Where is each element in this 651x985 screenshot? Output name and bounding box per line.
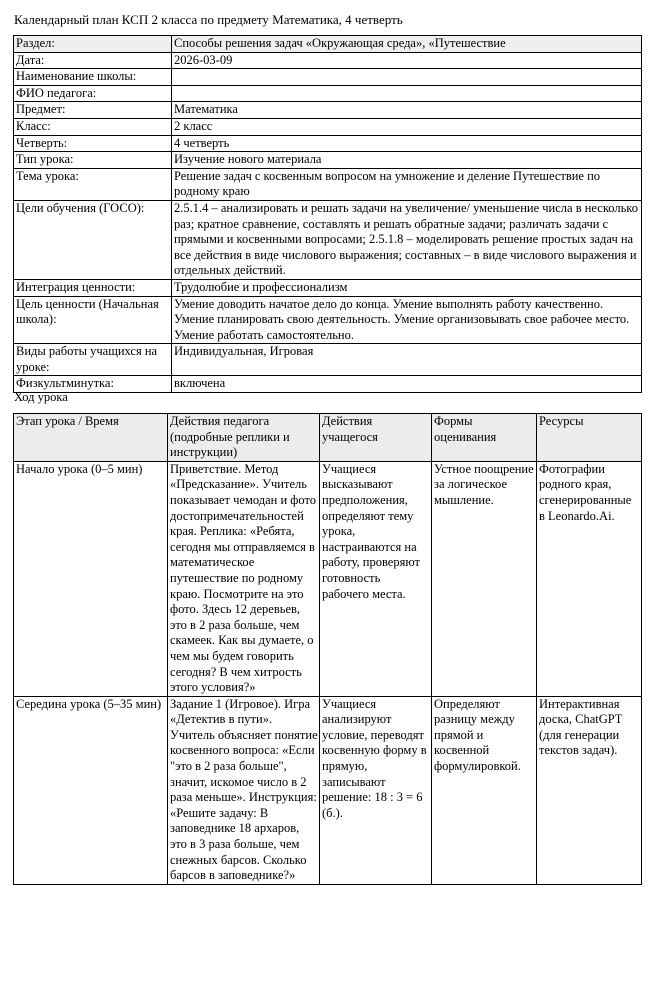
flow-header-row: [14, 414, 642, 462]
table-row: [14, 696, 642, 884]
info-label: Физкультминутка:: [14, 376, 172, 393]
info-label: Тема урока:: [14, 168, 172, 200]
resources-cell: Фотографии родного края, сгенерированные в Leonardo.Ai.: [537, 461, 642, 696]
stage-cell: Середина урока (5–35 мин): [14, 696, 168, 884]
info-value: Умение доводить начатое дело до конца. Умение выполнять работу качественно. Умение планировать свою деятельность. Умение организовывать свое рабочее место. Умение работать самостоятельно.: [172, 296, 642, 344]
info-value: 2026-03-09: [172, 52, 642, 69]
info-value: 2 класс: [172, 118, 642, 135]
info-row-lesson-type: [14, 152, 642, 169]
info-row-teacher-name: [14, 85, 642, 102]
student-actions-cell: Учащиеся высказывают предположения, определяют тему урока, настраиваются на работу, проверяют готовность рабочего места.: [320, 461, 432, 696]
info-label: Цели обучения (ГОСО):: [14, 200, 172, 279]
info-row-value-integration: [14, 279, 642, 296]
table-row: [14, 461, 642, 696]
assessment-cell: Устное поощрение за логическое мышление.: [432, 461, 537, 696]
lesson-flow-table: [13, 413, 642, 885]
column-header-assessment: Формы оценивания: [432, 414, 537, 462]
info-value: Математика: [172, 102, 642, 119]
teacher-actions-cell: Задание 1 (Игровое). Игра «Детектив в пути». Учитель объясняет понятие косвенного вопроса: «Если "это в 2 раза больше", значит, искомое число в 2 раза меньше». Инструкция: «Решите задачу: В заповеднике 18 архаров, это в 3 раза больше, чем снежных барсов. Сколько барсов в заповеднике?»: [168, 696, 320, 884]
info-value: Решение задач с косвенным вопросом на умножение и деление Путешествие по родному краю: [172, 168, 642, 200]
lesson-info-table: [13, 35, 642, 393]
info-label: Интеграция ценности:: [14, 279, 172, 296]
column-header-stage: Этап урока / Время: [14, 414, 168, 462]
lesson-flow-heading: Ход урока: [14, 390, 68, 404]
info-label: Наименование школы:: [14, 69, 172, 86]
column-header-resources: Ресурсы: [537, 414, 642, 462]
info-value: Индивидуальная, Игровая: [172, 344, 642, 376]
info-value: включена: [172, 376, 642, 393]
info-label: Раздел:: [14, 36, 172, 53]
info-value: 4 четверть: [172, 135, 642, 152]
info-row-grade: [14, 118, 642, 135]
info-row-goals: [14, 200, 642, 279]
info-row-quarter: [14, 135, 642, 152]
info-label: Четверть:: [14, 135, 172, 152]
info-row-topic: [14, 168, 642, 200]
info-row-school: [14, 69, 642, 86]
info-label: Предмет:: [14, 102, 172, 119]
info-row-physical-break: [14, 376, 642, 393]
info-value: Способы решения задач «Окружающая среда», «Путешествие: [172, 36, 642, 53]
info-value: Трудолюбие и профессионализм: [172, 279, 642, 296]
resources-cell: Интерактивная доска, ChatGPT (для генерации текстов задач).: [537, 696, 642, 884]
info-value: Изучение нового материала: [172, 152, 642, 169]
info-row-section: [14, 36, 642, 53]
stage-cell: Начало урока (0–5 мин): [14, 461, 168, 696]
page-title: Календарный план КСП 2 класса по предмету Математика, 4 четверть: [14, 12, 403, 27]
info-label: Виды работы учащихся на уроке:: [14, 344, 172, 376]
info-row-date: [14, 52, 642, 69]
info-label: Класс:: [14, 118, 172, 135]
info-value: [172, 69, 642, 86]
info-value: 2.5.1.4 – анализировать и решать задачи на увеличение/ уменьшение числа в несколько раз; кратное сравнение, составлять и решать обратные задачи; различать задачи с прямыми и косвенными вопросами; 2.5.1.8 – моделировать решение простых задач на все действия в виде числового выражения; составных – в виде числового выражения и отдельных действий.: [172, 200, 642, 279]
student-actions-cell: Учащиеся анализируют условие, переводят косвенную форму в прямую, записывают решение: 18 : 3 = 6 (б.).: [320, 696, 432, 884]
info-label: Цель ценности (Начальная школа):: [14, 296, 172, 344]
column-header-student: Действия учащегося: [320, 414, 432, 462]
info-label: ФИО педагога:: [14, 85, 172, 102]
info-row-subject: [14, 102, 642, 119]
info-row-work-types: [14, 344, 642, 376]
column-header-teacher: Действия педагога (подробные реплики и инструкции): [168, 414, 320, 462]
info-label: Дата:: [14, 52, 172, 69]
info-value: [172, 85, 642, 102]
teacher-actions-cell: Приветствие. Метод «Предсказание». Учитель показывает чемодан и фото достопримечательностей края. Реплика: «Ребята, сегодня мы отправляемся в математическое путешествие по родному краю. Посмотрите на это фото. Здесь 12 деревьев, это в 2 раза больше, чем скамеек. Как вы думаете, о чем мы будем говорить сегодня? В чем хитрость этого условия?»: [168, 461, 320, 696]
assessment-cell: Определяют разницу между прямой и косвенной формулировкой.: [432, 696, 537, 884]
info-row-value-goal: [14, 296, 642, 344]
info-label: Тип урока:: [14, 152, 172, 169]
